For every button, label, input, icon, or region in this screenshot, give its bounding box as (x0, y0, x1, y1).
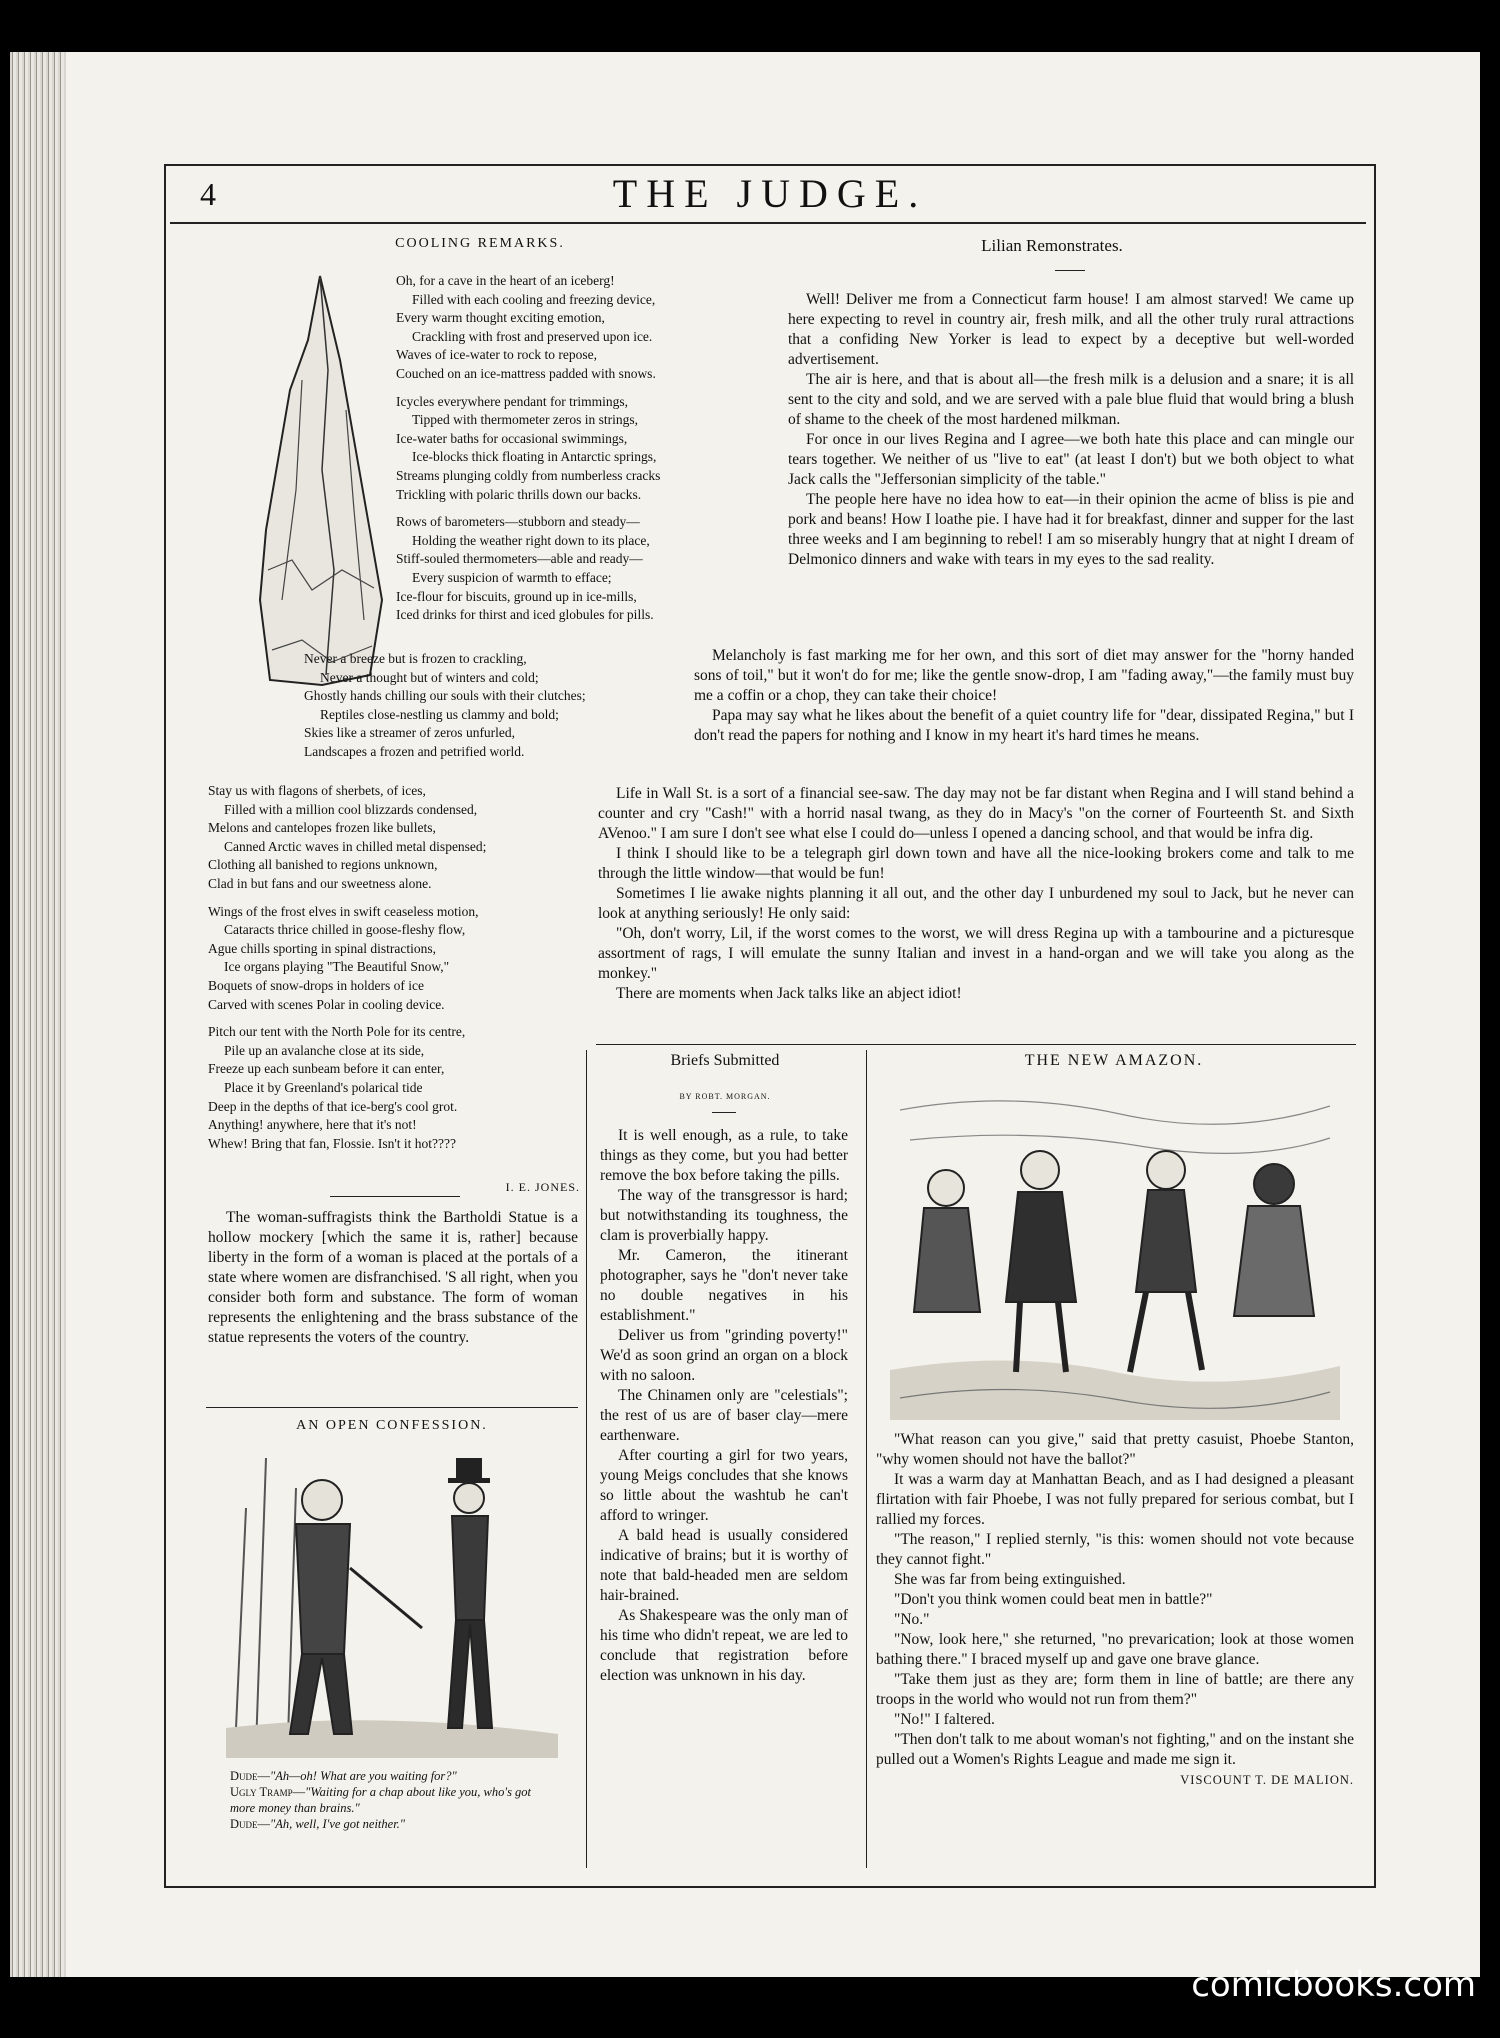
lilian-paragraph: I think I should like to be a telegraph girl down town and have all the nice-looking brokers come and talk to me through the little window—that would be fun! (598, 845, 1354, 882)
caption-speaker: Dude— (230, 1769, 271, 1783)
briefs-paragraph: The way of the transgressor is hard; but notwithstanding its toughness, the clam is proverbially happy. (600, 1187, 848, 1244)
poem-line: Cataracts thrice chilled in goose-fleshy flow, (224, 922, 466, 938)
briefs-paragraph: The Chinamen only are "celestials"; the rest of us are of baser clay—mere earthenware. (600, 1387, 848, 1444)
briefs-paragraph: After courting a girl for two years, young Meigs concludes that she knows so little about the washtub he can't afford to wringer. (600, 1447, 848, 1524)
statue-text: The woman-suffragists think the Bartholdi Statue is a hollow mockery [which the same it is, rather] because liberty in the form of a woman is placed at the portals of a state where women are disfranchised. 'S all right, when you consider both form and substance. The form of woman represents the enlightening and the brass substance of the statue represents the voters of the country. (208, 1209, 578, 1346)
poem-line: Carved with scenes Polar in cooling device. (208, 996, 445, 1012)
poem-line: Filled with a million cool blizzards condensed, (224, 801, 478, 817)
poem-line: Ague chills sporting in spinal distractions, (208, 940, 436, 956)
briefs-byline: BY ROBT. MORGAN. (679, 1092, 771, 1101)
poem-line: Clothing all banished to regions unknown, (208, 857, 438, 873)
amazon-paragraph: "The reason," I replied sternly, "is this: women should not vote because they cannot fight." (876, 1531, 1354, 1568)
poem-line: Ice-water baths for occasional swimmings, (396, 430, 628, 446)
amazon-paragraph: It was a warm day at Manhattan Beach, and as I had designed a pleasant flirtation with fair Phoebe, I was not fully prepared for serious combat, but I rallied my forces. (876, 1471, 1354, 1528)
open-confession-caption (230, 1768, 550, 1832)
lilian-paragraph: The air is here, and that is about all—the fresh milk is a delusion and a snare; it is all sent to the city and sold, and we are served with a pale blue fluid that would bring a blush of shame to the cheek of the most hardened milkman. (788, 371, 1354, 428)
poem-line: Rows of barometers—stubborn and steady— (396, 514, 640, 530)
poem-line: Never a breeze but is frozen to crackling, (304, 651, 527, 666)
lilian-paragraph: Well! Deliver me from a Connecticut farm house! I am almost starved! We came up here expecting to revel in country air, fresh milk, and all the other truly rural attractions that a confiding New Yorker is lead to expect by a deceptive but well-worded advertisement. (788, 291, 1354, 368)
title-dash (712, 1112, 736, 1113)
poem-line: Streams plunging coldly from numberless cracks (396, 467, 661, 483)
briefs-paragraph: Mr. Cameron, the itinerant photographer, says he "don't never take no double negatives in his establishment." (600, 1247, 848, 1324)
briefs-paragraph: Deliver us from "grinding poverty!" We'd as soon grind an organ on a block with no saloon. (600, 1327, 848, 1384)
poem-line: Reptiles close-nestling us clammy and bold; (320, 706, 559, 722)
briefs-paragraph: A bald head is usually considered indicative of brains; but it is worthy of note that bald-headed men are seldom hair-brained. (600, 1527, 848, 1604)
caption-speaker: Ugly Tramp— (230, 1785, 306, 1799)
lilian-paragraph: For once in our lives Regina and I agree—we both hate this place and can mingle our tears together. We neither of us "live to eat" (at least I don't) but we both object to what Jack calls the "Jeffersonian simplicity of the table." (788, 431, 1354, 488)
section-rule (206, 1407, 578, 1408)
watermark: comicbooks.com (1191, 1965, 1476, 2005)
amazon-paragraph: "Then don't talk to me about woman's not fighting," and on the instant she pulled out a Women's Rights League and made me sign it. (876, 1731, 1354, 1768)
poem-line: Ice-blocks thick floating in Antarctic springs, (412, 449, 657, 465)
poem-line: Landscapes a frozen and petrified world. (304, 743, 525, 759)
amazon-title: THE NEW AMAZON. (1024, 1052, 1204, 1069)
briefs-title: Briefs Submitted (670, 1052, 780, 1069)
poem-line: Boquets of snow-drops in holders of ice (208, 977, 424, 993)
poem-line: Iced drinks for thirst and iced globules for pills. (396, 607, 654, 623)
masthead-rule (170, 222, 1366, 224)
section-rule (596, 1044, 1356, 1045)
poem-line: Whew! Bring that fan, Flossie. Isn't it hot???? (208, 1135, 456, 1151)
page-binding-edge (10, 52, 66, 1977)
poem-line: Pitch our tent with the North Pole for its centre, (208, 1024, 466, 1040)
amazon-body (876, 1430, 1354, 1790)
cooling-remarks-stanza-4 (304, 650, 684, 762)
amazon-paragraph: "No!" I faltered. (894, 1711, 995, 1728)
column-rule (866, 1050, 867, 1868)
cooling-remarks-stanzas-1-3 (396, 272, 736, 625)
poem-line: Clad in but fans and our sweetness alone. (208, 875, 432, 891)
lilian-title: Lilian Remonstrates. (981, 236, 1123, 255)
amazon-paragraph: "Don't you think women could beat men in battle?" (894, 1591, 1213, 1608)
cooling-remarks-title: COOLING REMARKS. (395, 236, 565, 251)
poem-line: Canned Arctic waves in chilled metal dispensed; (224, 838, 487, 854)
poem-line: Icycles everywhere pendant for trimmings, (396, 393, 629, 409)
caption-line (230, 1768, 550, 1784)
page-number: 4 (200, 176, 216, 212)
caption-dialogue: "Ah, well, I've got neither." (270, 1817, 406, 1831)
open-confession-title: AN OPEN CONFESSION. (296, 1418, 488, 1433)
poem-line: Melons and cantelopes frozen like bullets, (208, 820, 436, 836)
masthead: THE JUDGE. (612, 171, 928, 216)
poem-line: Couched on an ice-mattress padded with snows. (396, 365, 656, 381)
open-confession-illustration (226, 1448, 558, 1758)
poem-line: Pile up an avalanche close at its side, (224, 1042, 425, 1058)
poem-line: Skies like a streamer of zeros unfurled, (304, 725, 516, 741)
title-dash (1055, 270, 1085, 271)
lilian-paragraph: Sometimes I lie awake nights planning it all out, and the other day I unburdened my soul to Jack, but he never can look at anything seriously! He only said: (598, 885, 1354, 922)
amazon-signature: VISCOUNT T. DE MALION. (1180, 1773, 1354, 1787)
lilian-body-mid (694, 646, 1354, 746)
amazon-paragraph: "Now, look here," she returned, "no prevarication; look at those women bathing there." I braced myself up and gave one brave glance. (876, 1631, 1354, 1668)
amazon-paragraph: She was far from being extinguished. (894, 1571, 1126, 1588)
caption-speaker: Dude— (230, 1817, 271, 1831)
cooling-remarks-signature: I. E. JONES. (505, 1180, 580, 1194)
poem-line: Crackling with frost and preserved upon ice. (412, 328, 653, 344)
briefs-body (600, 1126, 848, 1686)
poem-line: Anything! anywhere, here that it's not! (208, 1117, 417, 1133)
lilian-paragraph: The people here have no idea how to eat—in their opinion the acme of bliss is pie and pork and beans! How I loathe pie. I have had it for breakfast, dinner and supper for the last three weeks and I am beginning to rebel! I am so miserably hungry that at night I dream of Delmonico dinners and wake with tears in my eyes to the sad reality. (788, 491, 1354, 568)
caption-dialogue: "Ah—oh! What are you waiting for?" (270, 1769, 457, 1783)
poem-line: Filled with each cooling and freezing device, (412, 291, 656, 307)
briefs-paragraph: As Shakespeare was the only man of his time who didn't repeat, we are led to conclude that registration before election was unknown in his day. (600, 1607, 848, 1684)
poem-line: Deep in the depths of that ice-berg's cool grot. (208, 1098, 458, 1114)
poem-line: Never a thought but of winters and cold; (320, 669, 539, 685)
caption-line (230, 1784, 550, 1816)
column-rule (586, 1050, 587, 1868)
poem-line: Oh, for a cave in the heart of an iceberg! (396, 273, 615, 288)
amazon-paragraph: "What reason can you give," said that pretty casuist, Phoebe Stanton, "why women should not have the ballot?" (876, 1431, 1354, 1468)
statue-paragraph (208, 1208, 578, 1348)
iceberg-illustration (242, 270, 392, 690)
poem-line: Every warm thought exciting emotion, (396, 310, 605, 326)
poem-line: Trickling with polaric thrills down our backs. (396, 486, 642, 502)
lilian-paragraph: Papa may say what he likes about the benefit of a quiet country life for "dear, dissipated Regina," but I don't read the papers for nothing and I know in my heart it's hard times he means. (694, 707, 1354, 744)
caption-line (230, 1816, 550, 1832)
poem-line: Ice-flour for biscuits, ground up in ice-mills, (396, 588, 637, 604)
cooling-remarks-stanzas-5-7 (208, 782, 583, 1153)
lilian-body-top (788, 290, 1354, 570)
poem-line: Stay us with flagons of sherbets, of ices, (208, 783, 426, 798)
poem-line: Holding the weather right down to its place, (412, 532, 650, 548)
section-rule (330, 1196, 460, 1197)
briefs-paragraph: It is well enough, as a rule, to take things as they come, but you had better remove the box before taking the pills. (600, 1127, 848, 1184)
lilian-paragraph: Melancholy is fast marking me for her own, and this sort of diet may answer for the "horny handed sons of toil," but it won't do for me; like the gentle snow-drop, I am "fading away,"—the family must buy me a coffin or a chop, they can take their choice! (694, 647, 1354, 704)
poem-line: Freeze up each sunbeam before it can enter, (208, 1061, 445, 1077)
poem-line: Ice organs playing "The Beautiful Snow," (224, 959, 450, 975)
amazon-paragraph: "Take them just as they are; form them in line of battle; are there any troops in the world who would not run from them?" (876, 1671, 1354, 1708)
poem-line: Ghostly hands chilling our souls with their clutches; (304, 688, 586, 704)
amazon-paragraph: "No." (894, 1611, 930, 1628)
poem-line: Every suspicion of warmth to efface; (412, 569, 612, 585)
lilian-body-bottom (598, 784, 1354, 1004)
lilian-paragraph: "Oh, don't worry, Lil, if the worst comes to the worst, we will dress Regina up with a tambourine and a picturesque assortment of rags, I will emulate the sunny Italian and invest in a hand-organ and we will take you along as the monkey." (598, 925, 1354, 982)
lilian-paragraph: Life in Wall St. is a sort of a financial see-saw. The day may not be far distant when Regina and I will stand behind a counter and cry "Cash!" with a horrid nasal twang, as they do in Macy's "on the corner of Fourteenth St. and Sixth AVenoo." I am sure I don't see what else I could do—unless I opened a dancing school, and that would be infra dig. (598, 785, 1354, 842)
new-amazon-illustration (890, 1080, 1340, 1420)
lilian-paragraph: There are moments when Jack talks like an abject idiot! (616, 985, 962, 1002)
poem-line: Wings of the frost elves in swift ceaseless motion, (208, 903, 479, 919)
poem-line: Place it by Greenland's polarical tide (224, 1079, 423, 1095)
poem-line: Waves of ice-water to rock to repose, (396, 347, 597, 363)
poem-line: Tipped with thermometer zeros in strings, (412, 412, 638, 428)
poem-line: Stiff-souled thermometers—able and ready— (396, 551, 643, 567)
caption-dialogue: "Waiting for a chap about like you, who's got more money than brains." (230, 1785, 532, 1815)
